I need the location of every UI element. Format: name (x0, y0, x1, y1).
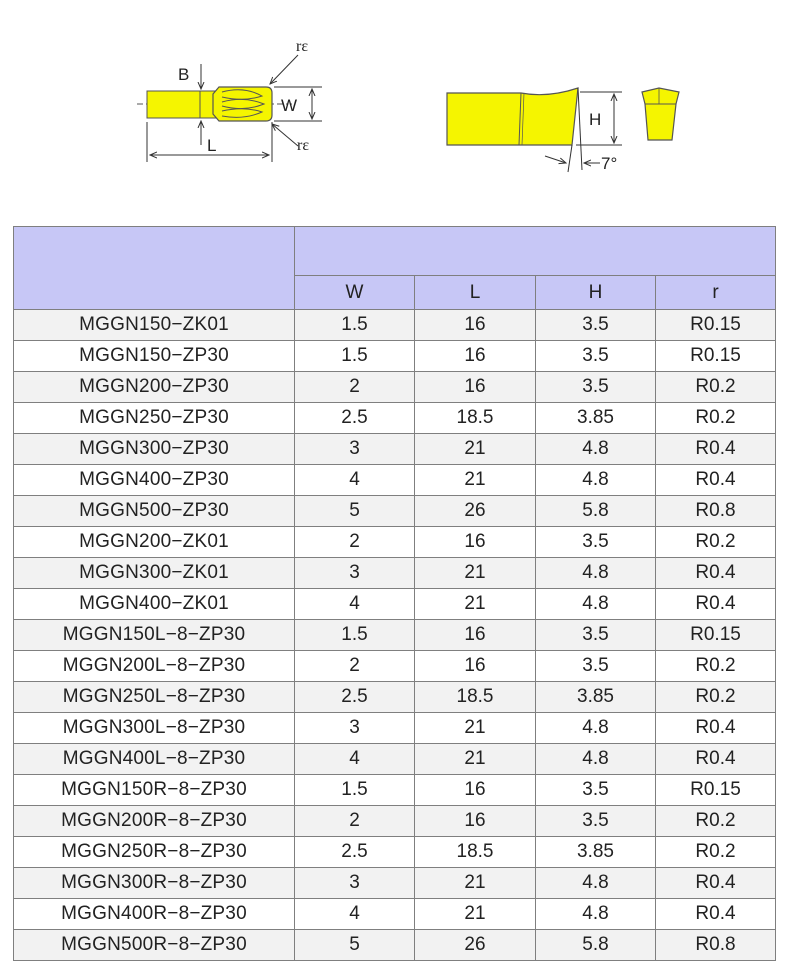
cell-r: R0.15 (656, 775, 776, 806)
table-row (14, 899, 776, 930)
cell-l: 16 (415, 372, 536, 403)
table-row (14, 682, 776, 713)
cell-h: 3.5 (536, 527, 656, 558)
cell-l: 21 (415, 558, 536, 589)
cell-w: 4 (295, 899, 415, 930)
header-model-cell (14, 227, 295, 310)
column-header-l: L (415, 276, 536, 310)
cell-r: R0.4 (656, 589, 776, 620)
table-row (14, 744, 776, 775)
cell-r: R0.4 (656, 868, 776, 899)
cell-model: MGGN150R−8−ZP30 (14, 775, 295, 806)
column-header-h: H (536, 276, 656, 310)
cell-w: 4 (295, 744, 415, 775)
cell-l: 18.5 (415, 682, 536, 713)
cell-h: 3.85 (536, 837, 656, 868)
cell-model: MGGN400−ZK01 (14, 589, 295, 620)
cell-w: 1.5 (295, 620, 415, 651)
cell-model: MGGN200−ZK01 (14, 527, 295, 558)
cell-h: 4.8 (536, 868, 656, 899)
cell-model: MGGN400L−8−ZP30 (14, 744, 295, 775)
cell-r: R0.2 (656, 806, 776, 837)
table-row (14, 775, 776, 806)
cell-h: 3.5 (536, 620, 656, 651)
cell-h: 3.5 (536, 651, 656, 682)
cell-l: 16 (415, 775, 536, 806)
cell-r: R0.15 (656, 341, 776, 372)
cell-model: MGGN500R−8−ZP30 (14, 930, 295, 961)
cell-w: 2.5 (295, 837, 415, 868)
cell-r: R0.2 (656, 651, 776, 682)
table-row (14, 372, 776, 403)
cell-model: MGGN300R−8−ZP30 (14, 868, 295, 899)
cell-model: MGGN250−ZP30 (14, 403, 295, 434)
insert-end-view (642, 88, 679, 140)
cell-l: 21 (415, 744, 536, 775)
cell-l: 16 (415, 620, 536, 651)
cell-l: 21 (415, 434, 536, 465)
table-row (14, 558, 776, 589)
cell-r: R0.4 (656, 465, 776, 496)
cell-w: 2 (295, 651, 415, 682)
cell-r: R0.2 (656, 372, 776, 403)
cell-w: 5 (295, 496, 415, 527)
cell-h: 4.8 (536, 434, 656, 465)
cell-w: 2 (295, 372, 415, 403)
table-row (14, 837, 776, 868)
cell-l: 16 (415, 651, 536, 682)
table-row (14, 589, 776, 620)
cell-l: 26 (415, 496, 536, 527)
cell-r: R0.8 (656, 496, 776, 527)
cell-r: R0.2 (656, 527, 776, 558)
cell-r: R0.2 (656, 403, 776, 434)
cell-w: 3 (295, 713, 415, 744)
table-row (14, 527, 776, 558)
table-row (14, 341, 776, 372)
table-row (14, 496, 776, 527)
table-row (14, 620, 776, 651)
cell-r: R0.4 (656, 899, 776, 930)
cell-model: MGGN500−ZP30 (14, 496, 295, 527)
table-row (14, 806, 776, 837)
cell-r: R0.15 (656, 620, 776, 651)
cell-h: 4.8 (536, 558, 656, 589)
table-row (14, 868, 776, 899)
insert-diagram (0, 0, 790, 226)
cell-l: 16 (415, 310, 536, 341)
cell-l: 16 (415, 341, 536, 372)
cell-h: 4.8 (536, 713, 656, 744)
cell-w: 1.5 (295, 341, 415, 372)
cell-w: 2 (295, 806, 415, 837)
cell-h: 3.85 (536, 403, 656, 434)
table-row (14, 465, 776, 496)
table-row (14, 403, 776, 434)
column-header-w: W (295, 276, 415, 310)
cell-r: R0.4 (656, 558, 776, 589)
cell-model: MGGN400R−8−ZP30 (14, 899, 295, 930)
label-b: B (178, 65, 190, 84)
cell-r: R0.4 (656, 744, 776, 775)
table-row (14, 434, 776, 465)
cell-model: MGGN150−ZK01 (14, 310, 295, 341)
header-group-cell (295, 227, 776, 276)
cell-h: 4.8 (536, 589, 656, 620)
label-r-bottom: rε (297, 137, 310, 154)
label-l: L (207, 136, 217, 155)
cell-l: 21 (415, 899, 536, 930)
label-h: H (589, 110, 602, 129)
cell-h: 3.5 (536, 806, 656, 837)
cell-l: 18.5 (415, 403, 536, 434)
cell-r: R0.4 (656, 713, 776, 744)
cell-l: 21 (415, 465, 536, 496)
cell-model: MGGN200−ZP30 (14, 372, 295, 403)
cell-h: 3.5 (536, 341, 656, 372)
cell-w: 1.5 (295, 775, 415, 806)
cell-model: MGGN250L−8−ZP30 (14, 682, 295, 713)
cell-h: 3.5 (536, 775, 656, 806)
column-header-r: r (656, 276, 776, 310)
cell-w: 2.5 (295, 403, 415, 434)
cell-r: R0.2 (656, 837, 776, 868)
cell-w: 2.5 (295, 682, 415, 713)
cell-h: 4.8 (536, 899, 656, 930)
table-row (14, 713, 776, 744)
cell-r: R0.15 (656, 310, 776, 341)
cell-model: MGGN300−ZK01 (14, 558, 295, 589)
cell-w: 4 (295, 465, 415, 496)
cell-h: 5.8 (536, 496, 656, 527)
spec-table (13, 226, 776, 961)
cell-r: R0.2 (656, 682, 776, 713)
cell-model: MGGN200R−8−ZP30 (14, 806, 295, 837)
cell-model: MGGN300L−8−ZP30 (14, 713, 295, 744)
cell-h: 3.85 (536, 682, 656, 713)
cell-h: 3.5 (536, 310, 656, 341)
label-w: W (281, 96, 298, 115)
cell-h: 4.8 (536, 465, 656, 496)
cell-l: 26 (415, 930, 536, 961)
cell-l: 21 (415, 589, 536, 620)
cell-h: 5.8 (536, 930, 656, 961)
cell-r: R0.4 (656, 434, 776, 465)
cell-w: 3 (295, 868, 415, 899)
table-row (14, 310, 776, 341)
cell-model: MGGN200L−8−ZP30 (14, 651, 295, 682)
cell-l: 18.5 (415, 837, 536, 868)
cell-w: 3 (295, 434, 415, 465)
label-r-top: rε (296, 38, 309, 55)
cell-l: 21 (415, 713, 536, 744)
spec-table-body (14, 310, 776, 961)
cell-model: MGGN300−ZP30 (14, 434, 295, 465)
insert-top-view (137, 38, 322, 162)
cell-model: MGGN150L−8−ZP30 (14, 620, 295, 651)
cell-w: 2 (295, 527, 415, 558)
cell-w: 1.5 (295, 310, 415, 341)
cell-w: 3 (295, 558, 415, 589)
cell-l: 16 (415, 527, 536, 558)
table-row (14, 651, 776, 682)
cell-r: R0.8 (656, 930, 776, 961)
cell-l: 16 (415, 806, 536, 837)
cell-model: MGGN150−ZP30 (14, 341, 295, 372)
table-row (14, 930, 776, 961)
cell-w: 4 (295, 589, 415, 620)
label-angle: 7° (601, 154, 618, 173)
cell-w: 5 (295, 930, 415, 961)
insert-side-view (447, 88, 622, 173)
cell-l: 21 (415, 868, 536, 899)
cell-h: 3.5 (536, 372, 656, 403)
cell-h: 4.8 (536, 744, 656, 775)
cell-model: MGGN250R−8−ZP30 (14, 837, 295, 868)
cell-model: MGGN400−ZP30 (14, 465, 295, 496)
